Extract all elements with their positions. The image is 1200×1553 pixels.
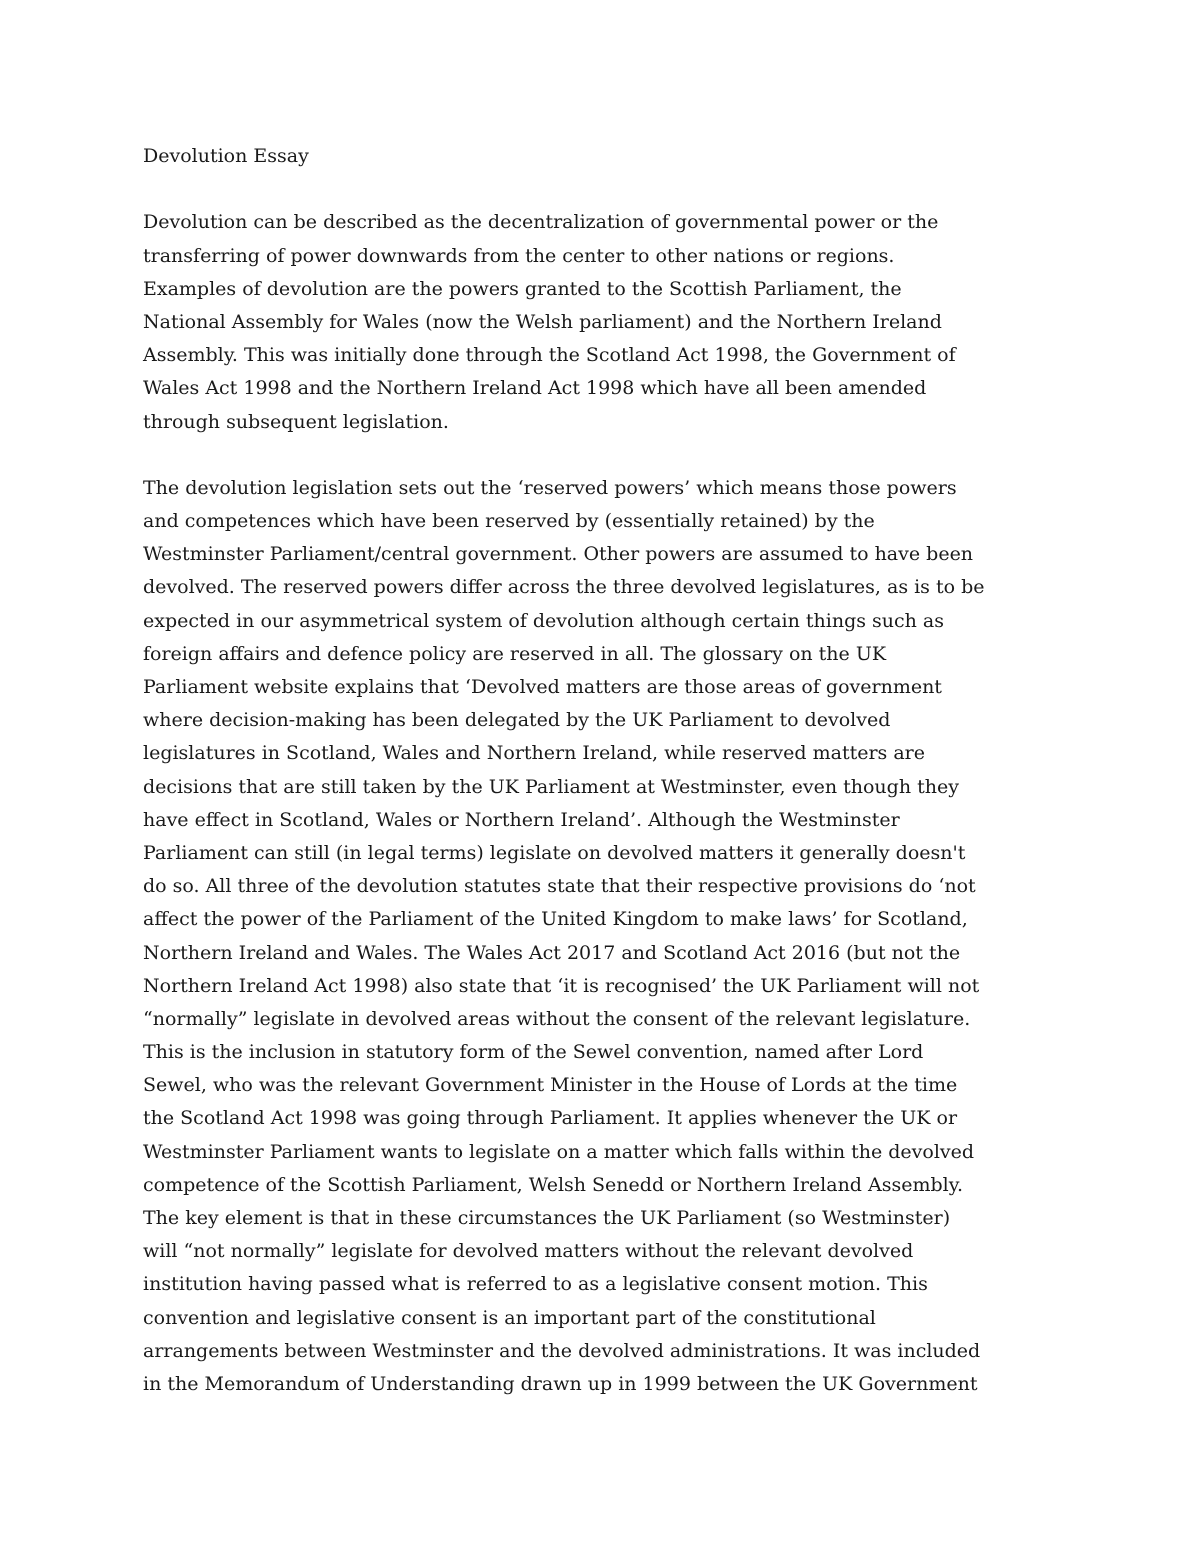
paragraph-line: do so. All three of the devolution statutes state that their respective provisions do ‘not	[143, 875, 976, 898]
paragraph-line: affect the power of the Parliament of the United Kingdom to make laws’ for Scotland,	[143, 908, 968, 931]
paragraph-line: Sewel, who was the relevant Government Minister in the House of Lords at the time	[143, 1074, 958, 1097]
paragraph-line: Westminster Parliament/central government. Other powers are assumed to have been	[143, 543, 974, 566]
paragraph-line: will “not normally” legislate for devolved matters without the relevant devolved	[143, 1240, 914, 1263]
paragraph-line: where decision-making has been delegated by the UK Parliament to devolved	[143, 709, 891, 732]
paragraph-line: Examples of devolution are the powers granted to the Scottish Parliament, the	[143, 277, 902, 300]
paragraph-line: competence of the Scottish Parliament, Welsh Senedd or Northern Ireland Assembly.	[143, 1173, 963, 1196]
paragraph-line: expected in our asymmetrical system of devolution although certain things such as	[143, 609, 945, 632]
paragraph-line: and competences which have been reserved by (essentially retained) by the	[143, 510, 875, 533]
paragraph-line: in the Memorandum of Understanding drawn up in 1999 between the UK Government	[143, 1372, 978, 1395]
paragraph-line: Parliament can still (in legal terms) legislate on devolved matters it generally doesn't	[143, 841, 966, 864]
paragraph-line: through subsequent legislation.	[143, 410, 449, 433]
paragraph-line: “normally” legislate in devolved areas without the consent of the relevant legislature.	[143, 1007, 971, 1030]
paragraph-line: devolved. The reserved powers differ across the three devolved legislatures, as is to be	[143, 576, 985, 599]
paragraph-line: arrangements between Westminster and the devolved administrations. It was included	[143, 1339, 981, 1362]
paragraph-line: the Scotland Act 1998 was going through Parliament. It applies whenever the UK or	[143, 1107, 958, 1130]
paragraph-2	[143, 472, 1103, 1401]
paragraph-line: Northern Ireland and Wales. The Wales Act 2017 and Scotland Act 2016 (but not the	[143, 941, 961, 964]
paragraph-line: This is the inclusion in statutory form of the Sewel convention, named after Lord	[143, 1041, 924, 1064]
paragraph-line: Parliament website explains that ‘Devolved matters are those areas of government	[143, 676, 942, 698]
paragraph-line: Northern Ireland Act 1998) also state that ‘it is recognised’ the UK Parliament will not	[143, 974, 980, 997]
document-body	[143, 140, 1103, 1401]
paragraph-line: foreign affairs and defence policy are reserved in all. The glossary on the UK	[143, 642, 887, 665]
paragraph-line: National Assembly for Wales (now the Welsh parliament) and the Northern Ireland	[143, 310, 942, 333]
paragraph-line: Wales Act 1998 and the Northern Ireland Act 1998 which have all been amended	[143, 377, 927, 400]
paragraph-line: Devolution can be described as the decentralization of governmental power or the	[143, 211, 939, 234]
paragraph-line: Assembly. This was initially done through the Scotland Act 1998, the Government of	[143, 344, 956, 367]
paragraph-line: The key element is that in these circumstances the UK Parliament (so Westminster)	[143, 1207, 951, 1229]
paragraph-line: The devolution legislation sets out the ‘reserved powers’ which means those powers	[143, 476, 957, 499]
paragraph-1	[143, 206, 1103, 438]
paragraph-line: Westminster Parliament wants to legislate on a matter which falls within the devolved	[143, 1140, 975, 1163]
paragraph-line: institution having passed what is referred to as a legislative consent motion. This	[143, 1273, 928, 1296]
paragraph-spacer	[143, 439, 1103, 472]
paragraph-line: transferring of power downwards from the center to other nations or regions.	[143, 244, 895, 267]
paragraph-line: decisions that are still taken by the UK Parliament at Westminster, even though they	[143, 775, 959, 798]
paragraph-line: convention and legislative consent is an important part of the constitutional	[143, 1306, 876, 1329]
document-title: Devolution Essay	[143, 145, 309, 167]
paragraph-line: legislatures in Scotland, Wales and Northern Ireland, while reserved matters are	[143, 742, 925, 765]
paragraph-line: have effect in Scotland, Wales or Northern Ireland’. Although the Westminster	[143, 808, 900, 831]
